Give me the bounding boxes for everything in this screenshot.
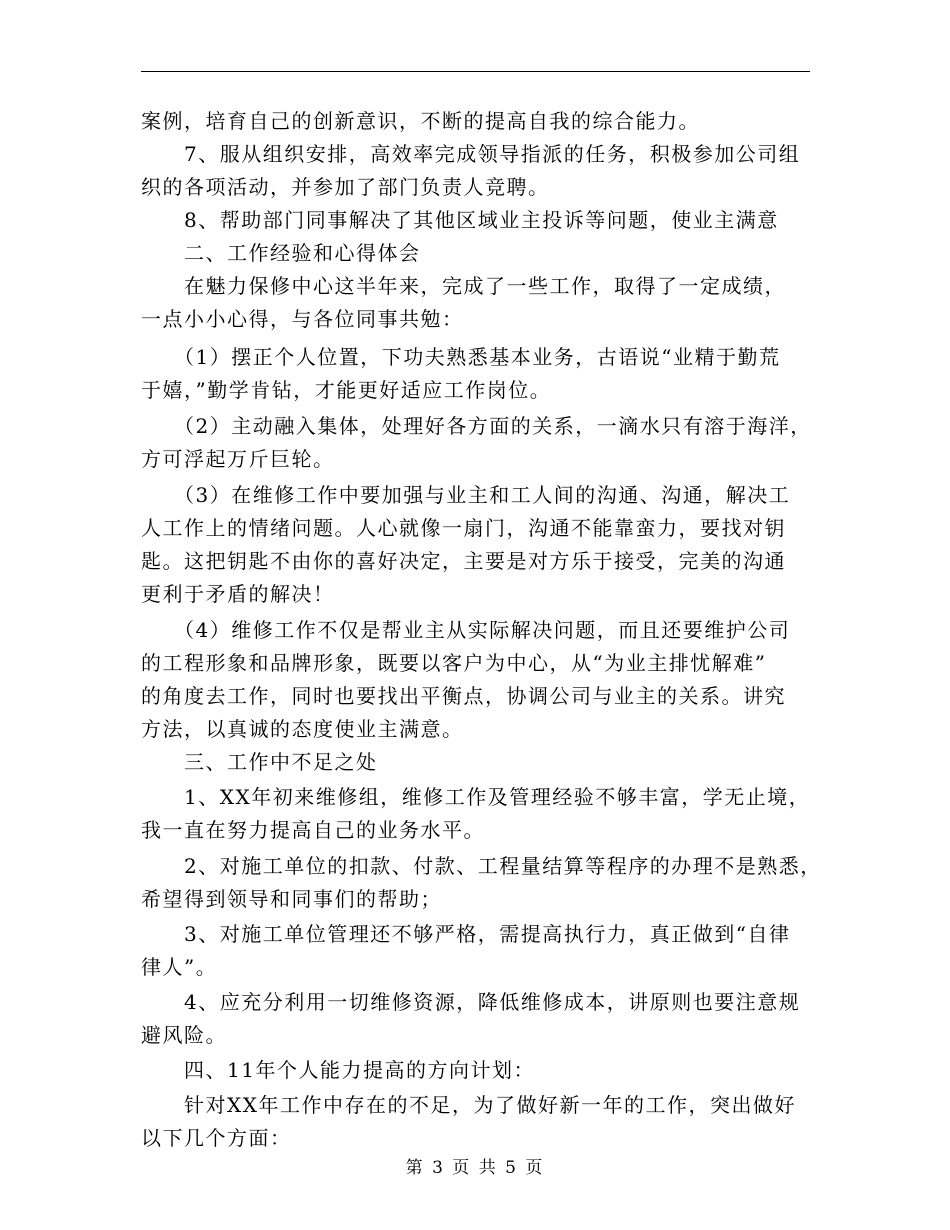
text-line: 织的各项活动，并参加了部门负责人竞聘。 <box>141 175 550 199</box>
text-line: 的工程形象和品牌形象，既要以客户为中心，从“为业主排忧解难” <box>141 651 767 675</box>
text-line: 针对XX年工作中存在的不足，为了做好新一年的工作，突出做好 <box>141 1093 796 1117</box>
text-line: 4、应充分利用一切维修资源，降低维修成本，讲原则也要注意规 <box>141 990 801 1014</box>
text-line: （3）在维修工作中要加强与业主和工人间的沟通、沟通，解决工 <box>141 483 791 507</box>
text-line: 一点小小心得，与各位同事共勉： <box>141 307 464 331</box>
text-line: 3、对施工单位管理还不够严格，需提高执行力，真正做到“自律 <box>141 922 791 946</box>
text-line: 的角度去工作，同时也要找出平衡点，协调公司与业主的关系。讲究 <box>141 684 786 708</box>
text-line: 匙。这把钥匙不由你的喜好决定，主要是对方乐于接受，完美的沟通 <box>141 549 786 573</box>
text-line: （4）维修工作不仅是帮业主从实际解决问题，而且还要维护公司 <box>141 618 791 642</box>
section-heading: 三、工作中不足之处 <box>141 750 378 774</box>
text-line: 我一直在努力提高自己的业务水平。 <box>141 818 485 842</box>
text-line: 于嬉，”勤学肯钻，才能更好适应工作岗位。 <box>141 378 552 402</box>
header-rule <box>141 71 810 72</box>
text-line: 8、帮助部门同事解决了其他区域业主投诉等问题，使业主满意 <box>141 208 779 232</box>
text-line: 人工作上的情绪问题。人心就像一扇门，沟通不能靠蛮力，要找对钥 <box>141 516 786 540</box>
text-line: 案例，培育自己的创新意识，不断的提高自我的综合能力。 <box>141 109 700 133</box>
text-line: （2）主动融入集体，处理好各方面的关系，一滴水只有溶于海洋， <box>141 414 812 438</box>
page-number-footer: 第 3 页 共 5 页 <box>405 1158 545 1178</box>
text-line: 方法，以真诚的态度使业主满意。 <box>141 717 464 741</box>
text-line: 以下几个方面： <box>141 1126 292 1150</box>
text-line: 2、对施工单位的扣款、付款、工程量结算等程序的办理不是熟悉， <box>141 854 822 878</box>
text-line: 7、服从组织安排，高效率完成领导指派的任务，积极参加公司组 <box>141 142 801 166</box>
text-line: 在魅力保修中心这半年来，完成了一些工作，取得了一定成绩， <box>141 274 786 298</box>
text-line: 希望得到领导和同事们的帮助； <box>141 887 442 911</box>
text-line: 避风险。 <box>141 1023 227 1047</box>
text-line: 1、XX年初来维修组，维修工作及管理经验不够丰富，学无止境， <box>141 785 811 809</box>
section-heading: 二、工作经验和心得体会 <box>141 241 421 265</box>
text-line: （1）摆正个人位置，下功夫熟悉基本业务，古语说“业精于勤荒 <box>141 345 781 369</box>
text-line: 律人”。 <box>141 955 218 979</box>
section-heading: 四、11年个人能力提高的方向计划： <box>141 1058 535 1082</box>
text-line: 方可浮起万斤巨轮。 <box>141 447 335 471</box>
text-line: 更利于矛盾的解决！ <box>141 582 335 606</box>
